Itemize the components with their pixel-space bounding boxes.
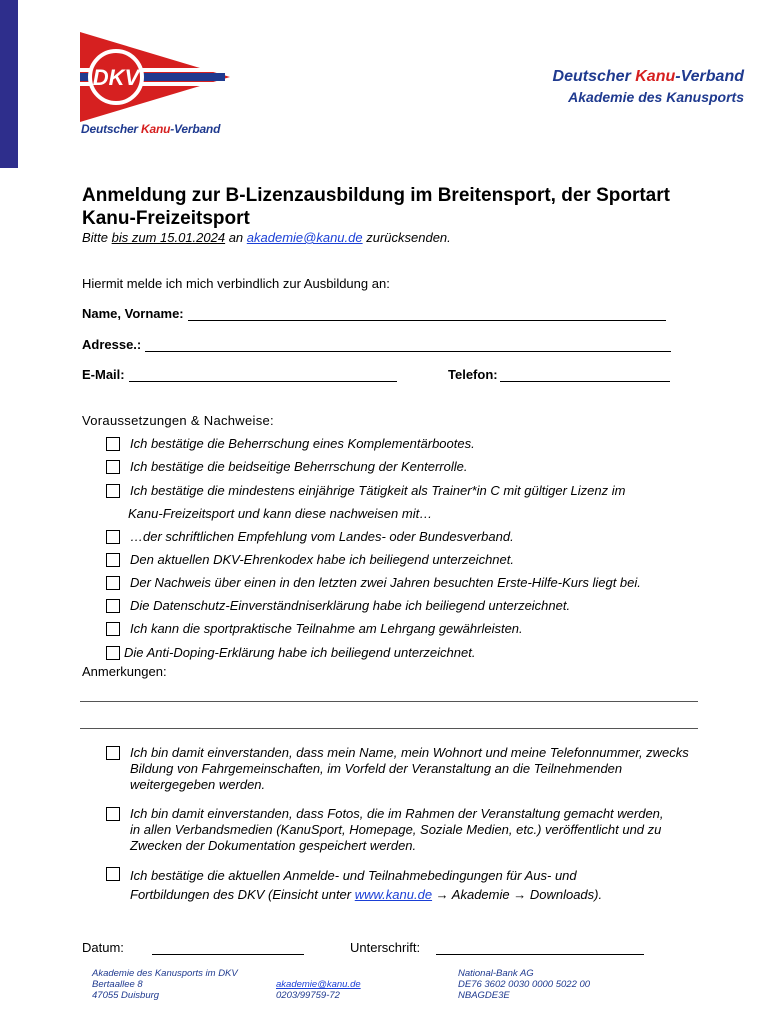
requirement-row[interactable]: Ich kann die sportpraktische Teilnahme am Lehrgang gewährleisten. [106,621,523,637]
signature-label: Unterschrift: [350,940,421,955]
checkbox[interactable] [106,622,120,636]
checkbox[interactable] [106,576,120,590]
organization-header [553,68,744,105]
intro-text: Hiermit melde ich mich verbindlich zur Ausbildung an: [82,276,390,291]
checkbox[interactable] [106,867,120,881]
consent-row[interactable]: Ich bestätige die aktuellen Anmelde- und Teilnahmebedingungen für Aus- und Fortbildungen des DKV (Einsicht unter www.kanu.de → Akademie → Downloads). [106,866,706,904]
requirement-row[interactable]: …der schriftlichen Empfehlung vom Landes- oder Bundesverband. [106,529,514,545]
checkbox[interactable] [106,599,120,613]
dkv-logo [80,32,232,127]
remarks-line[interactable] [80,728,698,729]
email-field[interactable] [82,367,397,382]
form-title: Anmeldung zur B-Lizenzausbildung im Breitensport, der Sportart Kanu-Freizeitsport [82,185,670,229]
checkbox[interactable] [106,484,120,498]
checkbox[interactable] [106,460,120,474]
deadline: bis zum 15.01.2024 [111,230,226,245]
checkbox[interactable] [106,746,120,760]
date-label: Datum: [82,940,124,955]
address-label: Adresse.: [82,337,142,352]
remarks-label: Anmerkungen: [82,664,167,679]
address-field[interactable] [82,337,671,352]
phone-input-line[interactable] [500,367,670,382]
footer-contact [276,979,361,1001]
phone-field[interactable] [448,367,670,382]
email-input-line[interactable] [129,367,397,382]
checkbox[interactable] [106,553,120,567]
footer-email-link[interactable]: akademie@kanu.de [276,979,361,990]
phone-label: Telefon: [448,367,498,382]
date-field[interactable] [82,940,304,955]
date-input-line[interactable] [152,942,304,955]
consent-row[interactable]: Ich bin damit einverstanden, dass Fotos, die im Rahmen der Veranstaltung gemacht werden, in allen Verbandsmedien (KanuSport, Homepage, Soziale Medien, etc.) veröffentlicht und zu Zwecken der Dokumentation gespeichert werden. [106,806,666,854]
requirement-continuation: Kanu-Freizeitsport und kann diese nachweisen mit… [128,506,433,521]
requirement-row[interactable]: Den aktuellen DKV-Ehrenkodex habe ich beiliegend unterzeichnet. [106,552,514,568]
signature-field[interactable] [350,940,644,955]
checkbox[interactable] [106,530,120,544]
organization-subtitle: Akademie des Kanusports [568,89,744,105]
footer-address: Akademie des Kanusports im DKV Bertaallee 8 47055 Duisburg [92,968,238,1001]
requirement-row[interactable]: Ich bestätige die Beherrschung eines Komplementärbootes. [106,436,475,452]
organization-name: Deutscher Kanu-Verband [552,68,744,85]
remarks-line[interactable] [80,701,698,702]
footer-phone: 0203/99759-72 [276,990,340,1001]
name-input-line[interactable] [188,306,666,321]
requirement-row[interactable]: Der Nachweis über einen in den letzten zwei Jahren besuchten Erste-Hilfe-Kurs liegt bei. [106,575,641,591]
requirement-row[interactable]: Ich bestätige die mindestens einjährige Tätigkeit als Trainer*in C mit gültiger Lizenz im [106,483,625,499]
checkbox[interactable] [106,646,120,660]
return-instruction: Bitte bis zum 15.01.2024 an akademie@kanu.de zurücksenden. [82,230,451,245]
email-link[interactable]: akademie@kanu.de [246,230,363,245]
footer-bank: National-Bank AG DE76 3602 0030 0000 5022 00 NBAGDE3E [458,968,591,1001]
requirement-row[interactable]: Die Anti-Doping-Erklärung habe ich beiliegend unterzeichnet. [106,645,475,661]
name-label: Name, Vorname: [82,306,184,321]
signature-input-line[interactable] [436,942,644,955]
requirement-row[interactable]: Die Datenschutz-Einverständniserklärung habe ich beiliegend unterzeichnet. [106,598,570,614]
consent-row[interactable]: Ich bin damit einverstanden, dass mein Name, mein Wohnort und meine Telefonnummer, zwecks Bildung von Fahrgemeinschaften, im Vorfeld der Veranstaltung an die Teilnehmenden weitergegeben werden. [106,745,706,793]
checkbox[interactable] [106,807,120,821]
address-input-line[interactable] [145,337,671,352]
svg-text:DKV: DKV [92,65,140,90]
requirement-row[interactable]: Ich bestätige die beidseitige Beherrschung der Kenterrolle. [106,459,468,475]
side-accent-bar [0,0,18,168]
website-link[interactable]: www.kanu.de [354,887,433,902]
name-field[interactable] [82,306,666,321]
logo-caption: Deutscher Kanu-Verband [81,122,221,136]
email-label: E-Mail: [82,367,125,382]
requirements-label: Voraussetzungen & Nachweise: [82,413,274,428]
checkbox[interactable] [106,437,120,451]
